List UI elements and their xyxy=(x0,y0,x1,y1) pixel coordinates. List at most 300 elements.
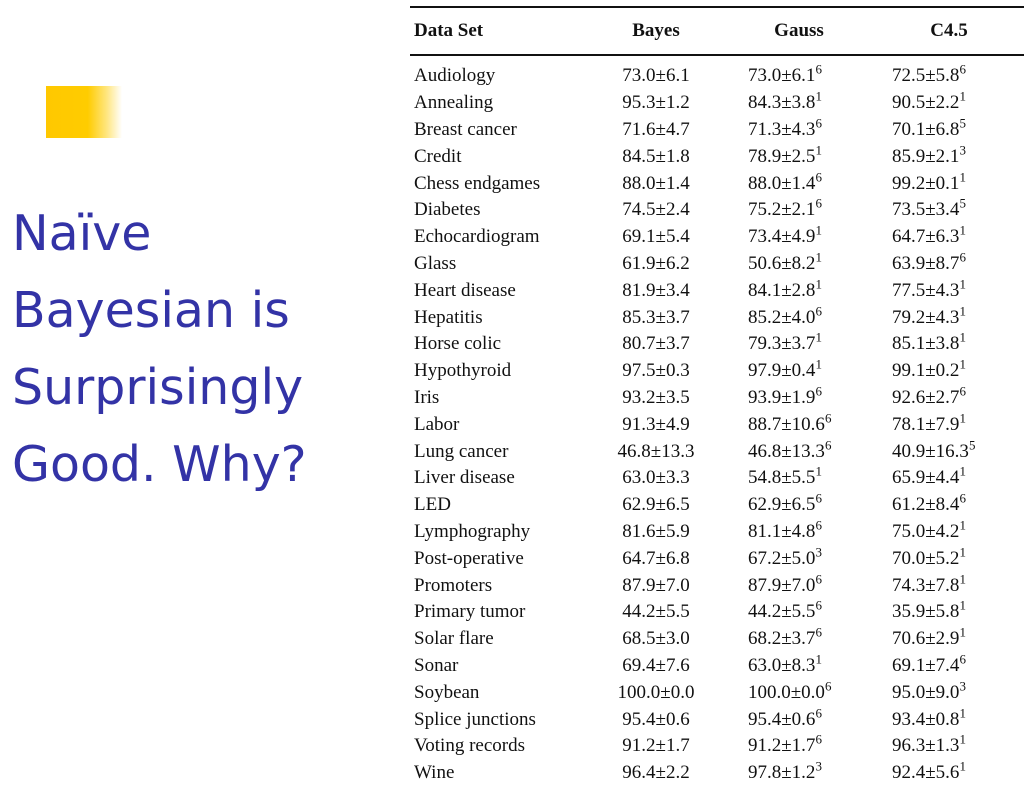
cell-c45-rank: 5 xyxy=(968,437,976,453)
cell-c45-rank: 3 xyxy=(959,142,966,158)
cell-gauss-value: 71.3±4.3 xyxy=(748,118,816,140)
table-row xyxy=(410,733,1024,760)
table-row xyxy=(410,760,1024,787)
cell-bayes xyxy=(588,92,724,114)
cell-bayes xyxy=(588,521,724,543)
cell-gauss-rank: 1 xyxy=(815,356,822,372)
cell-c45-value: 70.6±2.9 xyxy=(892,628,960,650)
cell-gauss-rank: 6 xyxy=(824,678,832,694)
cell-data-set-value: Voting records xyxy=(414,735,525,757)
cell-c45 xyxy=(874,196,1024,221)
cell-bayes-value: 64.7±6.8 xyxy=(622,547,690,569)
cell-gauss xyxy=(724,598,874,623)
table-row xyxy=(410,197,1024,224)
cell-gauss xyxy=(724,196,874,221)
cell-c45 xyxy=(874,517,1024,543)
cell-data-set xyxy=(410,628,588,650)
cell-c45 xyxy=(874,276,1024,302)
cell-gauss-value: 54.8±5.5 xyxy=(748,467,816,489)
cell-gauss-value: 67.2±5.0 xyxy=(748,547,816,569)
cell-data-set-value: Credit xyxy=(414,145,462,167)
cell-gauss-value: 93.9±1.9 xyxy=(748,386,816,408)
cell-gauss-value: 75.2±2.1 xyxy=(748,199,816,221)
cell-gauss xyxy=(724,276,874,302)
cell-gauss-value: 78.9±2.5 xyxy=(748,145,816,167)
cell-bayes xyxy=(588,173,724,195)
cell-c45 xyxy=(874,410,1024,436)
cell-data-set-value: Post-operative xyxy=(414,547,524,569)
table-row xyxy=(410,679,1024,706)
cell-c45-rank: 1 xyxy=(959,464,966,480)
cell-bayes-value: 68.5±3.0 xyxy=(622,628,690,650)
cell-bayes-value: 73.0±6.1 xyxy=(622,65,690,87)
cell-c45-rank: 1 xyxy=(959,544,966,560)
cell-bayes xyxy=(588,414,724,436)
cell-gauss-value: 63.0±8.3 xyxy=(748,654,816,676)
cell-bayes-value: 80.7±3.7 xyxy=(622,333,690,355)
cell-gauss-rank: 6 xyxy=(815,705,822,721)
cell-bayes-value: 81.9±3.4 xyxy=(622,279,690,301)
cell-c45-rank: 1 xyxy=(959,731,966,747)
cell-c45-value: 61.2±8.4 xyxy=(892,494,960,516)
cell-bayes xyxy=(588,682,724,704)
cell-gauss xyxy=(724,62,874,87)
cell-c45 xyxy=(874,115,1024,141)
cell-gauss-value: 46.8±13.3 xyxy=(748,440,825,462)
cell-data-set xyxy=(410,65,588,87)
cell-c45 xyxy=(874,142,1024,168)
cell-c45-value: 85.1±3.8 xyxy=(892,333,960,355)
cell-gauss-rank: 6 xyxy=(815,169,822,185)
table-row xyxy=(410,519,1024,546)
table-row xyxy=(410,572,1024,599)
cell-c45-rank: 6 xyxy=(959,490,966,506)
cell-c45-value: 70.0±5.2 xyxy=(892,547,960,569)
cell-c45-rank: 1 xyxy=(959,517,966,533)
cell-gauss-value: 95.4±0.6 xyxy=(748,708,816,730)
cell-c45-value: 78.1±7.9 xyxy=(892,413,960,435)
cell-gauss-rank: 6 xyxy=(815,383,822,399)
cell-gauss xyxy=(724,410,874,436)
cell-c45-rank: 1 xyxy=(959,356,966,372)
cell-c45 xyxy=(874,303,1024,329)
cell-c45 xyxy=(874,62,1024,87)
cell-bayes xyxy=(588,735,724,757)
cell-gauss-value: 97.8±1.2 xyxy=(748,762,816,784)
cell-bayes-value: 91.2±1.7 xyxy=(622,735,690,757)
cell-gauss xyxy=(724,624,874,650)
cell-gauss xyxy=(724,303,874,329)
cell-c45 xyxy=(874,88,1024,114)
cell-gauss-rank: 1 xyxy=(815,142,822,158)
cell-c45-rank: 1 xyxy=(959,88,966,104)
cell-c45 xyxy=(874,437,1024,463)
cell-gauss-rank: 3 xyxy=(815,544,822,560)
cell-data-set-value: Lymphography xyxy=(414,520,531,542)
cell-gauss xyxy=(724,169,874,195)
cell-data-set-value: Diabetes xyxy=(414,199,481,221)
cell-c45 xyxy=(874,571,1024,597)
cell-c45-rank: 1 xyxy=(959,169,966,185)
header-gauss: Gauss xyxy=(774,20,824,41)
cell-c45 xyxy=(874,490,1024,516)
cell-data-set-value: Hypothyroid xyxy=(414,360,512,382)
cell-gauss xyxy=(724,383,874,409)
cell-data-set xyxy=(410,199,588,221)
cell-data-set xyxy=(410,333,588,355)
cell-gauss-value: 97.9±0.4 xyxy=(748,360,816,382)
cell-gauss xyxy=(724,330,874,355)
cell-bayes-value: 95.3±1.2 xyxy=(622,92,690,114)
cell-c45-rank: 1 xyxy=(959,758,966,774)
cell-c45 xyxy=(874,169,1024,195)
cell-bayes xyxy=(588,226,724,248)
table-row xyxy=(410,626,1024,653)
cell-bayes-value: 91.3±4.9 xyxy=(622,413,690,435)
cell-c45 xyxy=(874,598,1024,623)
table-row xyxy=(410,251,1024,278)
cell-bayes xyxy=(588,253,724,275)
table-row xyxy=(410,63,1024,90)
cell-gauss-rank: 1 xyxy=(815,249,822,265)
cell-gauss xyxy=(724,88,874,114)
cell-bayes xyxy=(588,441,724,463)
table-row xyxy=(410,411,1024,438)
cell-c45 xyxy=(874,544,1024,570)
cell-c45-value: 85.9±2.1 xyxy=(892,145,960,167)
cell-c45-rank: 6 xyxy=(959,249,966,265)
cell-data-set xyxy=(410,521,588,543)
cell-bayes xyxy=(588,494,724,516)
cell-data-set xyxy=(410,575,588,597)
cell-bayes xyxy=(588,628,724,650)
cell-gauss xyxy=(724,651,874,677)
table-header-row xyxy=(410,8,1024,54)
cell-bayes xyxy=(588,333,724,355)
cell-bayes-value: 81.6±5.9 xyxy=(622,520,690,542)
cell-gauss-rank: 1 xyxy=(815,464,822,480)
cell-data-set xyxy=(410,360,588,382)
table-row xyxy=(410,438,1024,465)
cell-data-set xyxy=(410,441,588,463)
cell-c45-value: 74.3±7.8 xyxy=(892,574,960,596)
cell-bayes-value: 46.8±13.3 xyxy=(617,440,695,462)
cell-c45 xyxy=(874,249,1024,275)
cell-c45-rank: 1 xyxy=(959,624,966,640)
cell-bayes-value: 97.5±0.3 xyxy=(622,360,690,382)
table-row xyxy=(410,224,1024,251)
cell-c45-rank: 6 xyxy=(959,62,966,78)
cell-c45-rank: 1 xyxy=(959,571,966,587)
cell-data-set-value: Lung cancer xyxy=(414,440,509,462)
cell-gauss-value: 81.1±4.8 xyxy=(748,520,816,542)
cell-data-set xyxy=(410,387,588,409)
table-body xyxy=(410,63,1024,787)
cell-gauss xyxy=(724,705,874,731)
cell-bayes-value: 87.9±7.0 xyxy=(622,574,690,596)
cell-data-set xyxy=(410,494,588,516)
results-table xyxy=(410,6,1024,787)
cell-gauss-value: 68.2±3.7 xyxy=(748,628,816,650)
cell-c45-rank: 1 xyxy=(959,705,966,721)
cell-bayes-value: 61.9±6.2 xyxy=(622,252,690,274)
cell-bayes xyxy=(588,146,724,168)
cell-gauss-rank: 6 xyxy=(815,196,822,212)
cell-data-set-value: Glass xyxy=(414,252,457,274)
cell-data-set xyxy=(410,601,588,623)
cell-c45-value: 92.4±5.6 xyxy=(892,762,960,784)
cell-gauss xyxy=(724,142,874,168)
cell-data-set-value: Solar flare xyxy=(414,628,494,650)
cell-bayes-value: 71.6±4.7 xyxy=(622,118,690,140)
cell-c45-value: 79.2±4.3 xyxy=(892,306,960,328)
table-row xyxy=(410,492,1024,519)
cell-gauss-rank: 3 xyxy=(815,758,822,774)
cell-data-set-value: Hepatitis xyxy=(414,306,483,328)
cell-c45-rank: 3 xyxy=(959,678,966,694)
cell-data-set-value: Liver disease xyxy=(414,467,515,489)
cell-c45 xyxy=(874,678,1024,704)
cell-bayes xyxy=(588,467,724,489)
cell-bayes xyxy=(588,360,724,382)
table-row xyxy=(410,653,1024,680)
cell-gauss-value: 44.2±5.5 xyxy=(748,601,816,623)
cell-c45 xyxy=(874,651,1024,677)
cell-c45-rank: 6 xyxy=(959,651,966,667)
table-row xyxy=(410,545,1024,572)
cell-c45-value: 40.9±16.3 xyxy=(892,440,969,462)
cell-gauss-rank: 6 xyxy=(815,115,822,131)
cell-gauss-value: 100.0±0.0 xyxy=(748,681,825,703)
cell-gauss xyxy=(724,356,874,382)
cell-gauss-value: 88.7±10.6 xyxy=(748,413,825,435)
cell-data-set xyxy=(410,226,588,248)
cell-data-set xyxy=(410,280,588,302)
cell-c45-value: 63.9±8.7 xyxy=(892,252,960,274)
cell-gauss-value: 84.1±2.8 xyxy=(748,279,816,301)
table-row xyxy=(410,331,1024,358)
cell-gauss-rank: 6 xyxy=(824,437,832,453)
cell-bayes-value: 74.5±2.4 xyxy=(622,199,690,221)
cell-bayes xyxy=(588,307,724,329)
cell-c45-value: 93.4±0.8 xyxy=(892,708,960,730)
cell-c45-value: 69.1±7.4 xyxy=(892,654,960,676)
cell-c45-rank: 5 xyxy=(959,115,966,131)
cell-gauss-value: 50.6±8.2 xyxy=(748,252,816,274)
cell-data-set xyxy=(410,682,588,704)
table-row xyxy=(410,304,1024,331)
cell-bayes-value: 44.2±5.5 xyxy=(622,601,690,623)
table-row xyxy=(410,385,1024,412)
cell-gauss xyxy=(724,464,874,489)
cell-data-set xyxy=(410,735,588,757)
header-bayes: Bayes xyxy=(632,20,680,41)
cell-data-set-value: Labor xyxy=(414,413,460,435)
cell-c45-value: 64.7±6.3 xyxy=(892,226,960,248)
cell-data-set xyxy=(410,548,588,570)
cell-c45-value: 92.6±2.7 xyxy=(892,386,960,408)
cell-data-set xyxy=(410,119,588,141)
cell-data-set-value: Splice junctions xyxy=(414,708,536,730)
cell-c45-value: 99.2±0.1 xyxy=(892,172,960,194)
cell-gauss-rank: 1 xyxy=(815,222,822,238)
cell-data-set-value: Promoters xyxy=(414,574,493,596)
cell-c45 xyxy=(874,383,1024,409)
header-data-set: Data Set xyxy=(414,20,484,41)
cell-gauss xyxy=(724,758,874,784)
cell-gauss-rank: 6 xyxy=(815,62,822,78)
cell-c45-rank: 6 xyxy=(959,383,966,399)
cell-gauss-value: 91.2±1.7 xyxy=(748,735,816,757)
cell-c45-rank: 1 xyxy=(959,330,966,346)
table-row xyxy=(410,277,1024,304)
cell-data-set-value: Echocardiogram xyxy=(414,226,540,248)
cell-data-set-value: Breast cancer xyxy=(414,118,517,140)
cell-data-set-value: Annealing xyxy=(414,92,494,114)
cell-c45-value: 90.5±2.2 xyxy=(892,92,960,114)
cell-c45 xyxy=(874,624,1024,650)
cell-data-set-value: Primary tumor xyxy=(414,601,526,623)
cell-gauss-value: 62.9±6.5 xyxy=(748,494,816,516)
cell-gauss-value: 73.4±4.9 xyxy=(748,226,816,248)
cell-data-set xyxy=(410,92,588,114)
cell-gauss-rank: 1 xyxy=(815,330,822,346)
cell-bayes-value: 85.3±3.7 xyxy=(622,306,690,328)
cell-gauss-rank: 6 xyxy=(815,303,822,319)
cell-gauss-value: 73.0±6.1 xyxy=(748,65,816,87)
cell-data-set xyxy=(410,146,588,168)
cell-bayes-value: 84.5±1.8 xyxy=(622,145,690,167)
cell-c45-rank: 1 xyxy=(959,410,966,426)
cell-data-set xyxy=(410,762,588,784)
cell-bayes xyxy=(588,387,724,409)
cell-c45-value: 65.9±4.4 xyxy=(892,467,960,489)
cell-gauss-value: 79.3±3.7 xyxy=(748,333,816,355)
cell-gauss-rank: 6 xyxy=(815,490,822,506)
cell-c45-rank: 5 xyxy=(959,196,966,212)
cell-c45 xyxy=(874,464,1024,489)
table-row xyxy=(410,358,1024,385)
cell-gauss-value: 88.0±1.4 xyxy=(748,172,816,194)
cell-data-set-value: Sonar xyxy=(414,654,459,676)
cell-gauss xyxy=(724,222,874,248)
cell-bayes-value: 100.0±0.0 xyxy=(617,681,695,703)
cell-bayes-value: 88.0±1.4 xyxy=(622,172,690,194)
cell-gauss-rank: 6 xyxy=(815,731,822,747)
table-row xyxy=(410,599,1024,626)
cell-bayes xyxy=(588,65,724,87)
cell-gauss-value: 87.9±7.0 xyxy=(748,574,816,596)
cell-c45 xyxy=(874,731,1024,757)
cell-c45-value: 72.5±5.8 xyxy=(892,65,960,87)
cell-data-set-value: Soybean xyxy=(414,681,480,703)
cell-bayes xyxy=(588,548,724,570)
table-row xyxy=(410,117,1024,144)
cell-gauss-rank: 1 xyxy=(815,88,822,104)
cell-bayes-value: 96.4±2.2 xyxy=(622,762,690,784)
table-row xyxy=(410,706,1024,733)
cell-bayes xyxy=(588,280,724,302)
cell-data-set-value: Horse colic xyxy=(414,333,502,355)
bullet-square-icon xyxy=(46,86,122,138)
cell-gauss-value: 84.3±3.8 xyxy=(748,92,816,114)
cell-gauss xyxy=(724,731,874,757)
cell-bayes xyxy=(588,601,724,623)
table-row xyxy=(410,143,1024,170)
cell-data-set-value: LED xyxy=(414,494,451,516)
cell-gauss xyxy=(724,490,874,516)
cell-bayes xyxy=(588,709,724,731)
cell-data-set xyxy=(410,467,588,489)
cell-c45 xyxy=(874,330,1024,355)
slide-title: Naïve Bayesian is Surprisingly Good. Why? xyxy=(12,205,307,493)
cell-c45-value: 35.9±5.8 xyxy=(892,601,960,623)
cell-gauss-rank: 6 xyxy=(815,624,822,640)
cell-gauss-rank: 1 xyxy=(815,276,822,292)
cell-c45 xyxy=(874,356,1024,382)
cell-c45-value: 75.0±4.2 xyxy=(892,520,960,542)
cell-gauss-rank: 6 xyxy=(815,571,822,587)
cell-bayes-value: 63.0±3.3 xyxy=(622,467,690,489)
cell-gauss-rank: 6 xyxy=(815,517,822,533)
cell-bayes-value: 62.9±6.5 xyxy=(622,494,690,516)
cell-data-set xyxy=(410,709,588,731)
cell-data-set-value: Chess endgames xyxy=(414,172,541,194)
cell-gauss xyxy=(724,115,874,141)
cell-data-set xyxy=(410,414,588,436)
cell-gauss xyxy=(724,249,874,275)
cell-bayes-value: 69.4±7.6 xyxy=(622,654,690,676)
cell-c45-value: 70.1±6.8 xyxy=(892,118,960,140)
cell-bayes xyxy=(588,199,724,221)
cell-data-set xyxy=(410,253,588,275)
cell-bayes-value: 93.2±3.5 xyxy=(622,386,690,408)
table-row xyxy=(410,465,1024,492)
cell-data-set xyxy=(410,307,588,329)
cell-data-set-value: Iris xyxy=(414,386,440,408)
cell-c45-rank: 1 xyxy=(959,303,966,319)
cell-gauss-rank: 1 xyxy=(815,651,822,667)
cell-c45-rank: 1 xyxy=(959,598,966,613)
cell-c45 xyxy=(874,222,1024,248)
cell-c45-value: 73.5±3.4 xyxy=(892,199,960,221)
cell-bayes-value: 95.4±0.6 xyxy=(622,708,690,730)
cell-c45 xyxy=(874,758,1024,784)
cell-bayes xyxy=(588,762,724,784)
cell-data-set xyxy=(410,655,588,677)
cell-data-set xyxy=(410,173,588,195)
cell-data-set-value: Wine xyxy=(414,762,455,784)
cell-gauss xyxy=(724,678,874,704)
cell-gauss-value: 85.2±4.0 xyxy=(748,306,816,328)
cell-bayes xyxy=(588,655,724,677)
cell-gauss xyxy=(724,571,874,597)
cell-bayes xyxy=(588,575,724,597)
cell-gauss-rank: 6 xyxy=(824,410,832,426)
table-row xyxy=(410,90,1024,117)
cell-c45-value: 77.5±4.3 xyxy=(892,279,960,301)
cell-c45-rank: 1 xyxy=(959,276,966,292)
cell-c45-value: 96.3±1.3 xyxy=(892,735,960,757)
cell-c45 xyxy=(874,705,1024,731)
cell-gauss-rank: 6 xyxy=(815,598,822,613)
cell-gauss xyxy=(724,517,874,543)
cell-c45-value: 95.0±9.0 xyxy=(892,681,960,703)
cell-c45-rank: 1 xyxy=(959,222,966,238)
cell-gauss xyxy=(724,437,874,463)
header-c45: C4.5 xyxy=(930,20,968,41)
cell-bayes xyxy=(588,119,724,141)
